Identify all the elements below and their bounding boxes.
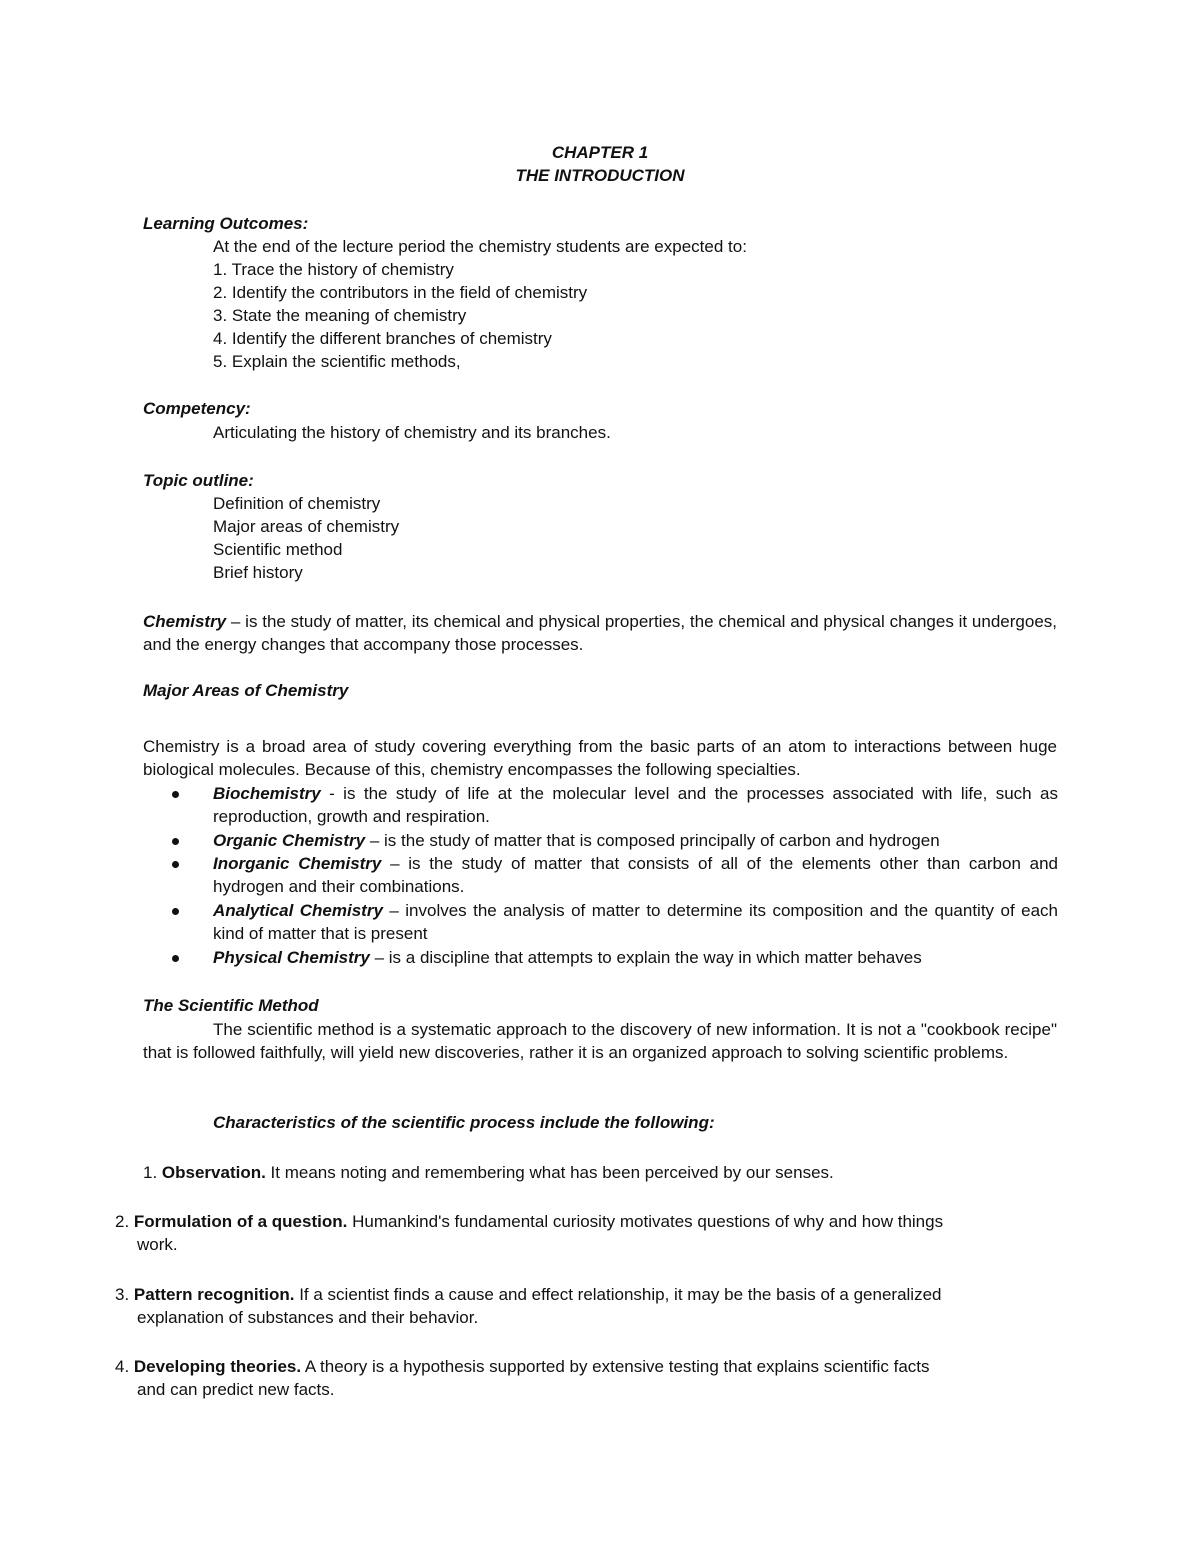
item-term: Pattern recognition. (133, 1285, 295, 1304)
item-term: Developing theories. (133, 1357, 302, 1376)
characteristic-theories (115, 1355, 1060, 1401)
specialty-term: Organic Chemistry (213, 831, 366, 850)
item-number: 1. (143, 1163, 162, 1182)
bullet (172, 899, 182, 909)
characteristic-observation (143, 1161, 1088, 1184)
topic-item: Brief history (213, 563, 303, 582)
topic-outline-heading: Topic outline: (143, 471, 254, 490)
item-text-continued: explanation of substances and their behavior. (137, 1308, 479, 1327)
bullet (172, 829, 182, 839)
definition-term: Chemistry (143, 612, 227, 631)
chapter-number: CHAPTER 1 (551, 143, 649, 162)
outcome-item: 4. Identify the different branches of chemistry (213, 329, 552, 348)
scientific-method-heading: The Scientific Method (143, 996, 319, 1015)
item-text: If a scientist finds a cause and effect relationship, it may be the basis of a generalized (294, 1285, 942, 1304)
item-number: 2. (115, 1212, 134, 1231)
major-areas-heading: Major Areas of Chemistry (143, 681, 349, 700)
specialty-organic (213, 829, 1058, 852)
item-number: 3. (115, 1285, 134, 1304)
specialty-term: Inorganic Chemistry (213, 854, 382, 873)
specialty-inorganic (213, 852, 1058, 898)
outcome-item: 1. Trace the history of chemistry (213, 260, 454, 279)
specialty-text: – is the study of matter that is composed principally of carbon and hydrogen (365, 831, 940, 850)
bullet (172, 946, 182, 956)
topic-item: Scientific method (213, 540, 343, 559)
item-number: 4. (115, 1357, 134, 1376)
specialty-term: Biochemistry (213, 784, 321, 803)
item-text: Humankind's fundamental curiosity motivates questions of why and how things (347, 1212, 944, 1231)
specialty-term: Physical Chemistry (213, 948, 370, 967)
item-text-continued: and can predict new facts. (137, 1380, 335, 1399)
specialty-analytical (213, 899, 1058, 945)
major-areas-intro: Chemistry is a broad area of study covering everything from the basic parts of an atom to interactions between huge biological molecules. Because of this, chemistry encompasses the following specialties. (143, 737, 1057, 779)
learning-outcomes-intro: At the end of the lecture period the chemistry students are expected to: (213, 237, 747, 256)
scientific-method-text: The scientific method is a systematic approach to the discovery of new information. It is not a "cookbook recipe" that is followed faithfully, will yield new discoveries, rather it is an organized approach to solving scientific problems. (143, 1020, 1057, 1062)
competency-text: Articulating the history of chemistry and its branches. (213, 423, 611, 442)
bullet (172, 782, 182, 792)
specialty-term: Analytical Chemistry (213, 901, 383, 920)
item-text: It means noting and remembering what has been perceived by our senses. (265, 1163, 834, 1182)
specialty-physical (213, 946, 1058, 969)
outcome-item: 2. Identify the contributors in the field of chemistry (213, 283, 588, 302)
chemistry-definition (143, 610, 1057, 656)
outcome-item: 3. State the meaning of chemistry (213, 306, 467, 325)
specialty-text: – is a discipline that attempts to explain the way in which matter behaves (369, 948, 922, 967)
specialty-text: – is the study of matter that consists of all of the elements other than carbon and hydrogen and their combinations. (213, 854, 1058, 896)
characteristics-heading: Characteristics of the scientific process include the following: (213, 1113, 715, 1132)
bullet (172, 852, 182, 862)
definition-text: – is the study of matter, its chemical and physical properties, the chemical and physical changes it undergoes, and the energy changes that accompany those processes. (143, 612, 1057, 654)
chapter-title: THE INTRODUCTION (515, 166, 685, 185)
item-text-continued: work. (137, 1235, 178, 1254)
topic-item: Major areas of chemistry (213, 517, 400, 536)
characteristic-pattern (115, 1283, 1060, 1329)
outcome-item: 5. Explain the scientific methods, (213, 352, 461, 371)
topic-item: Definition of chemistry (213, 494, 381, 513)
specialty-text: – involves the analysis of matter to determine its composition and the quantity of each kind of matter that is present (213, 901, 1058, 943)
item-term: Formulation of a question. (133, 1212, 348, 1231)
competency-heading: Competency: (143, 399, 251, 418)
learning-outcomes-heading: Learning Outcomes: (143, 214, 309, 233)
item-text: A theory is a hypothesis supported by extensive testing that explains scientific facts (301, 1357, 930, 1376)
specialty-text: - is the study of life at the molecular level and the processes associated with life, such as reproduction, growth and respiration. (213, 784, 1058, 826)
item-term: Observation. (161, 1163, 266, 1182)
specialty-biochemistry (213, 782, 1058, 828)
characteristic-question (115, 1210, 1060, 1256)
